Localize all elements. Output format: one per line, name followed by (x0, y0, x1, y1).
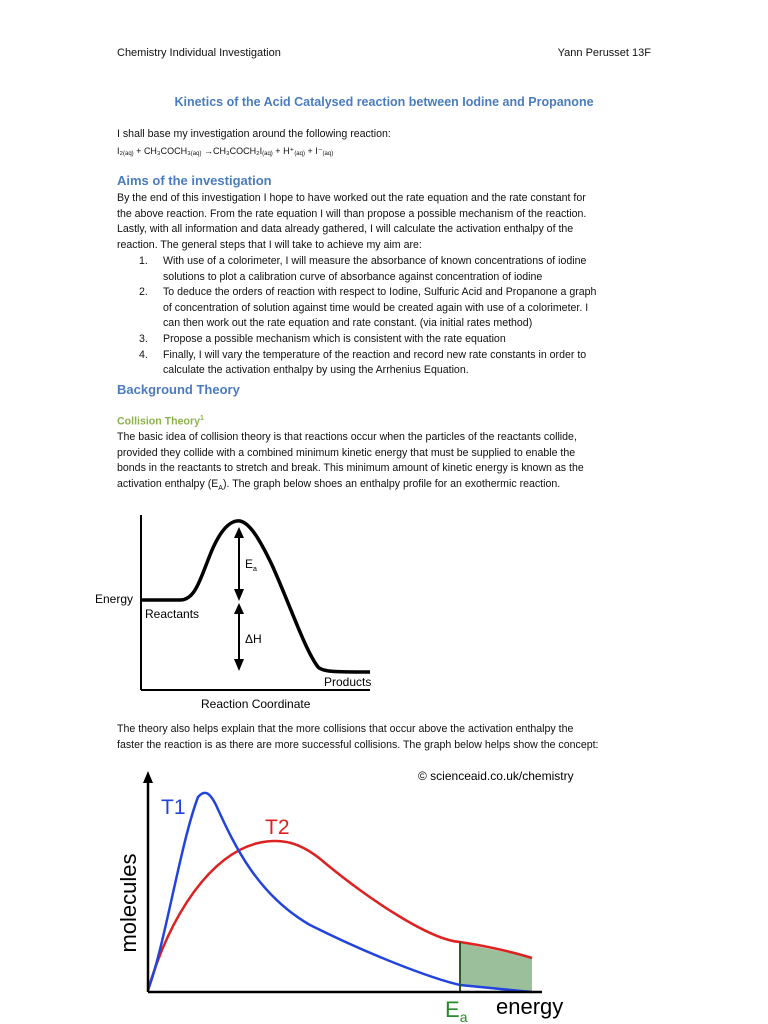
dh-arrow-head-down (234, 659, 244, 671)
legend-T1: T1 (161, 796, 186, 819)
aims-steps-list (117, 254, 651, 379)
aims-line: Lastly, with all information and data already gathered, I will calculate the activation enthalpy of the (117, 223, 574, 236)
state-aq: (aq) (123, 151, 134, 157)
dh-arrow-head-up (234, 603, 244, 614)
aims-line: By the end of this investigation I hope to have worked out the rate equation and the rate constant for (117, 192, 586, 204)
intro-text: I shall base my investigation around the following reaction: (117, 128, 391, 140)
paragraph-line: The theory also helps explain that the more collisions that occur above the activation enthalpy the (117, 723, 574, 735)
aims-heading: Aims of the investigation (117, 173, 272, 188)
header-left: Chemistry Individual Investigation (117, 47, 281, 59)
y-axis-arrow (143, 771, 153, 783)
plus-sign: + (133, 146, 144, 156)
step-item (117, 285, 651, 332)
step-line: Finally, I will vary the temperature of the reaction and record new rate constants in order to (163, 348, 587, 361)
ea-arrow-head-up (234, 527, 244, 538)
background-heading: Background Theory (117, 382, 240, 397)
label-ea: $E_a$ (245, 557, 257, 573)
state-aq: (aq) (322, 151, 334, 157)
step-line: Propose a possible mechanism which is consistent with the rate equation (163, 332, 506, 345)
plus-sign: + (304, 146, 316, 156)
ylabel-molecules: molecules (116, 853, 141, 953)
line-text: ). The graph below shoes an enthalpy profile for an exothermic reaction. (222, 477, 561, 490)
step-line: can then work out the rate equation and rate constant. (via initial rates method) (163, 317, 533, 330)
profile-curve (141, 521, 370, 672)
product-hydrogen-ion: H⁺ (283, 146, 295, 156)
paragraph-line: provided they collide with a combined minimum kinetic energy that must be supplied to enable the (117, 446, 576, 459)
subscript-a: A (218, 484, 223, 492)
collision-theory-paragraph (117, 430, 651, 496)
chart-source: © scienceaid.co.uk/chemistry (418, 769, 574, 783)
ea-arrow-head-down (234, 589, 244, 601)
state-aq: (aq) (262, 151, 273, 157)
collision-theory-label: Collision Theory (117, 415, 200, 428)
paragraph-line: bonds in the reactants to stretch and break. This minimum amount of kinetic energy is known as the (117, 462, 584, 475)
line-text: activation enthalpy (E (117, 477, 219, 490)
maxwell-boltzmann-chart (110, 765, 590, 1024)
xlabel-reaction-coordinate: Reaction Coordinate (201, 697, 311, 711)
state-aq: (aq) (294, 151, 305, 157)
paragraph-line: The basic idea of collision theory is that reactions occur when the particles of the reactants collide, (117, 431, 577, 443)
reactant-iodine: I₂ (117, 146, 123, 156)
header-right: Yann Perusset 13F (557, 47, 651, 59)
label-reactants: Reactants (145, 607, 200, 621)
product-iodide-ion: I⁻ (315, 146, 323, 156)
step-number: 3. (139, 332, 148, 345)
theory-paragraph (117, 722, 651, 753)
reaction-arrow: → (201, 146, 213, 156)
reactant-propanone: CH₃COCH₃ (143, 146, 191, 156)
ylabel-energy: Energy (95, 592, 134, 606)
step-line: of concentration of solution against time would be created again with use of a colorimeter. I (163, 301, 589, 314)
step-number: 2. (139, 286, 148, 299)
step-number: 1. (139, 255, 148, 267)
step-line: To deduce the orders of reaction with respect to Iodine, Sulfuric Acid and Propanone a graph (163, 286, 597, 299)
aims-line: reaction. The general steps that I will take to achieve my aim are: (117, 238, 422, 251)
label-ea: $E_a$ (445, 997, 468, 1024)
footnote-marker: 1 (200, 415, 204, 422)
step-item (117, 332, 651, 348)
step-number: 4. (139, 348, 148, 361)
label-products: Products (324, 675, 372, 689)
enthalpy-profile-chart (90, 505, 390, 720)
plus-sign: + (272, 146, 284, 156)
collision-theory-heading (117, 415, 204, 428)
step-item (117, 254, 651, 285)
paragraph-line: faster the reaction is as there are more successful collisions. The graph below helps show the concept: (117, 738, 599, 751)
step-line: calculate the activation enthalpy by using the Arrhenius Equation. (163, 364, 469, 377)
xlabel-energy: energy (496, 994, 564, 1019)
step-line: With use of a colorimeter, I will measure the absorbance of known concentrations of iodine (163, 255, 587, 267)
document-title: Kinetics of the Acid Catalysed reaction between Iodine and Propanone (174, 95, 594, 109)
step-item (117, 348, 651, 379)
product-iodopropanone: CH₃COCH₂I (212, 146, 263, 156)
state-aq: (aq) (190, 151, 202, 157)
aims-line: the above reaction. From the rate equation I will than propose a possible mechanism of the reaction. (117, 207, 587, 220)
label-delta-h: ΔH (245, 632, 262, 646)
paragraph-line (117, 477, 651, 497)
legend-T2: T2 (265, 816, 290, 839)
reaction-equation (117, 146, 333, 157)
aims-paragraph (117, 191, 651, 253)
step-line: solutions to plot a calibration curve of absorbance against concentration of iodine (163, 270, 543, 283)
